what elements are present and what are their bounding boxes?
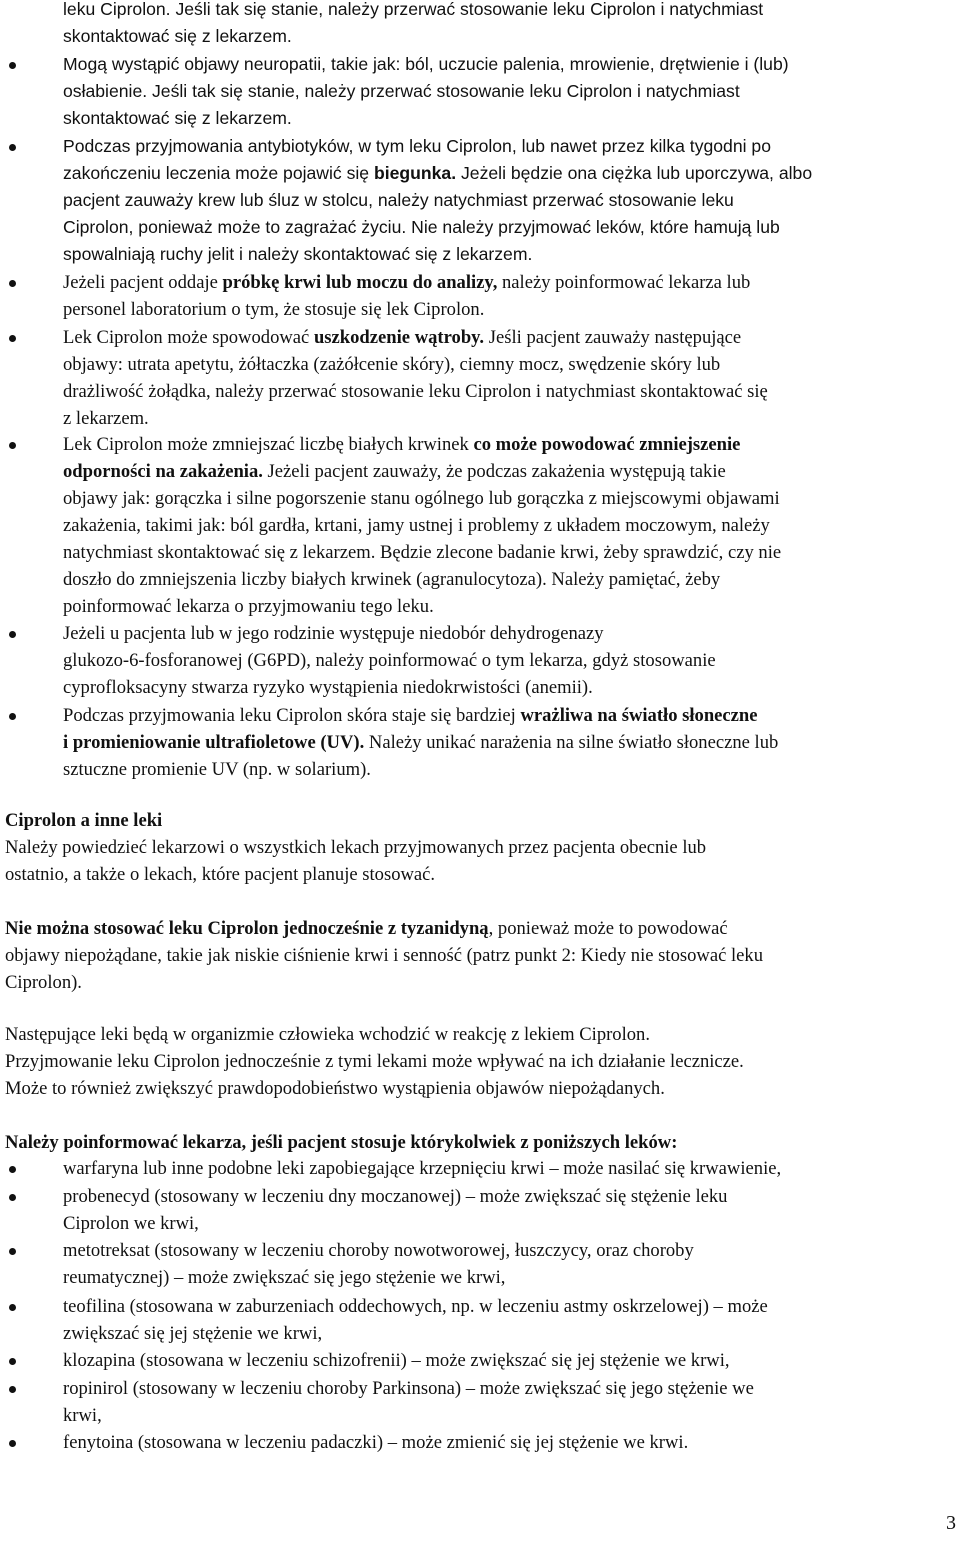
text-line — [63, 215, 780, 240]
text-span: probenecyd (stosowany w leczeniu dny moczanowej) – może zwiększać się stężenie leku — [63, 1186, 728, 1207]
text-span: , ponieważ może to powodować — [488, 918, 728, 939]
text-line — [63, 188, 734, 213]
text-line — [5, 1076, 665, 1101]
text-line — [63, 486, 780, 511]
text-span: doszło do zmniejszenia liczby białych krwinek (agranulocytoza). Należy pamiętać, żeby — [63, 569, 721, 590]
text-line — [5, 916, 728, 941]
text-span: zakażenia, takimi jak: ból gardła, krtani, jamy ustnej i problemy z układem moczowym, należy — [63, 515, 770, 536]
text-span: Następujące leki będą w organizmie człowieka wchodzić w reakcję z lekiem Ciprolon. — [5, 1024, 651, 1045]
text-line — [63, 161, 812, 186]
text-span: klozapina (stosowana w leczeniu schizofrenii) – może zwiększać się jej stężenie we krwi, — [63, 1350, 730, 1371]
text-span: Podczas przyjmowania leku Ciprolon skóra staje się bardziej — [63, 705, 521, 726]
bullet-dot — [9, 1166, 16, 1173]
text-line — [63, 648, 716, 673]
text-span: pacjent zauważy krew lub śluz w stolcu, należy natychmiast przerwać stosowanie leku — [63, 190, 734, 210]
text-line — [63, 406, 149, 431]
text-span: osłabienie. Jeśli tak się stanie, należy przerwać stosowanie leku Ciprolon i natychmiast — [63, 81, 740, 101]
text-span: zwiększać się jej stężenie we krwi, — [63, 1323, 323, 1344]
bold-text: biegunka. — [373, 163, 457, 183]
text-line — [63, 79, 740, 104]
text-line — [63, 594, 434, 619]
text-line — [63, 24, 292, 49]
text-span: Jeżeli pacjent oddaje — [63, 272, 223, 293]
text-span: cyprofloksacyny stwarza ryzyko wystąpienia niedokrwistości (anemii). — [63, 677, 593, 698]
text-line — [63, 134, 771, 159]
text-span: Lek Ciprolon może spowodować — [63, 327, 314, 348]
text-span: Należy unikać narażenia na silne światło słoneczne lub — [364, 732, 779, 753]
text-span: ostatnio, a także o lekach, które pacjent planuje stosować. — [5, 864, 436, 885]
text-span: Należy powiedzieć lekarzowi o wszystkich lekach przyjmowanych przez pacjenta obecnie lub — [5, 837, 707, 858]
text-line — [63, 242, 532, 267]
text-line — [63, 513, 770, 538]
text-span: Lek Ciprolon może zmniejszać liczbę białych krwinek — [63, 434, 474, 455]
text-span: drażliwość żołądka, należy przerwać stosowanie leku Ciprolon i natychmiast skontaktować się — [63, 381, 768, 402]
bold-text: wrażliwa na światło słoneczne — [520, 705, 758, 726]
text-line — [5, 835, 706, 860]
text-line — [63, 540, 781, 565]
text-span: spowalniają ruchy jelit i należy skontaktować się z lekarzem. — [63, 244, 533, 264]
text-span: Podczas przyjmowania antybiotyków, w tym leku Ciprolon, lub nawet przez kilka tygodni po — [63, 136, 771, 156]
text-span: skontaktować się z lekarzem. — [63, 108, 292, 128]
text-line — [63, 0, 763, 22]
text-span: objawy jak: gorączka i silne pogorszenie stanu ogólnego lub gorączka z miejscowymi objawami — [63, 488, 780, 509]
text-span: ropinirol (stosowany w leczeniu choroby Parkinsona) – może zwiększać się jego stężenie we — [63, 1378, 754, 1399]
text-span: leku Ciprolon. Jeśli tak się stanie, należy przerwać stosowanie leku Ciprolon i natychmiast — [63, 0, 764, 19]
text-line — [63, 270, 750, 295]
text-line — [63, 1294, 768, 1319]
text-span: objawy niepożądane, takie jak niskie ciśnienie krwi i senność (patrz punkt 2: Kiedy nie stosować leku — [5, 945, 763, 966]
text-span: personel laboratorium o tym, że stosuje się lek Ciprolon. — [63, 299, 485, 320]
bullet-dot — [9, 1358, 16, 1365]
bold-text: próbkę krwi lub moczu do analizy, — [222, 272, 498, 293]
text-line — [63, 379, 768, 404]
text-span: zakończeniu leczenia może pojawić się — [63, 163, 374, 183]
bold-text: i promieniowanie ultrafioletowe (UV). — [63, 732, 365, 753]
text-line — [5, 1022, 650, 1047]
text-span: Ciprolon, ponieważ może to zagrażać życiu. Nie należy przyjmować leków, które hamują lub — [63, 217, 780, 237]
text-span: Jeżeli u pacjenta lub w jego rodzinie występuje niedobór dehydrogenazy — [63, 623, 604, 644]
text-line — [63, 459, 726, 484]
bullet-dot — [9, 1440, 16, 1447]
text-line — [63, 757, 371, 782]
text-span: poinformować lekarza o przyjmowaniu tego leku. — [63, 596, 434, 617]
text-line — [63, 325, 741, 350]
text-span: glukozo-6-fosforanowej (G6PD), należy poinformować o tym lekarza, gdyż stosowanie — [63, 650, 716, 671]
text-line — [63, 52, 789, 77]
text-line — [63, 1156, 781, 1181]
text-line — [5, 862, 435, 887]
text-line — [63, 106, 292, 131]
text-line — [63, 1430, 688, 1455]
text-span: sztuczne promienie UV (np. w solarium). — [63, 759, 371, 780]
text-span: Może to również zwiększyć prawdopodobieństwo wystąpienia objawów niepożądanych. — [5, 1078, 665, 1099]
text-span: krwi, — [63, 1405, 102, 1426]
bullet-dot — [9, 1304, 16, 1311]
text-span: należy poinformować lekarza lub — [497, 272, 751, 293]
bold-text: Nie można stosować leku Ciprolon jednocześnie z tyzanidyną — [5, 918, 489, 939]
text-line — [63, 621, 604, 646]
text-span: Przyjmowanie leku Ciprolon jednocześnie z tymi lekami może wpływać na ich działanie lecznicze. — [5, 1051, 744, 1072]
text-line — [63, 1348, 730, 1373]
text-span: fenytoina (stosowana w leczeniu padaczki) – może zmienić się jej stężenie we krwi. — [63, 1432, 689, 1453]
text-span: Mogą wystąpić objawy neuropatii, takie jak: ból, uczucie palenia, mrowienie, drętwienie i (lub) — [63, 54, 789, 74]
text-line — [5, 1130, 677, 1155]
text-line — [63, 1238, 694, 1263]
bullet-dot — [9, 713, 16, 720]
text-line — [63, 1403, 102, 1428]
text-line — [5, 970, 82, 995]
text-span: warfaryna lub inne podobne leki zapobiegające krzepnięciu krwi – może nasilać się krwawienie, — [63, 1158, 782, 1179]
bullet-dot — [9, 631, 16, 638]
bullet-dot — [9, 1386, 16, 1393]
text-span: Ciprolon we krwi, — [63, 1213, 199, 1234]
text-line — [63, 1321, 322, 1346]
text-line — [63, 1184, 727, 1209]
bold-text: Ciprolon a inne leki — [5, 810, 163, 831]
bold-text: Należy poinformować lekarza, jeśli pacjent stosuje którykolwiek z poniższych leków: — [5, 1132, 678, 1153]
text-line — [63, 703, 758, 728]
bullet-dot — [9, 144, 16, 151]
bold-text: co może powodować zmniejszenie — [473, 434, 741, 455]
page-number: 3 — [946, 1512, 956, 1534]
text-span: natychmiast skontaktować się z lekarzem. Będzie zlecone badanie krwi, żeby sprawdzić, czy nie — [63, 542, 782, 563]
text-span: z lekarzem. — [63, 408, 149, 429]
text-line — [63, 432, 740, 457]
text-span: Ciprolon). — [5, 972, 82, 993]
text-line — [63, 675, 593, 700]
text-span: Jeżeli pacjent zauważy, że podczas zakażenia występują takie — [262, 461, 726, 482]
text-span: metotreksat (stosowany w leczeniu choroby nowotworowej, łuszczycy, oraz choroby — [63, 1240, 694, 1261]
bullet-dot — [9, 280, 16, 287]
text-span: Jeśli pacjent zauważy następujące — [484, 327, 742, 348]
text-span: objawy: utrata apetytu, żółtaczka (zażółcenie skóry), ciemny mocz, swędzenie skóry lub — [63, 354, 721, 375]
bullet-dot — [9, 1248, 16, 1255]
bullet-dot — [9, 1194, 16, 1201]
text-line — [5, 808, 162, 833]
bullet-dot — [9, 442, 16, 449]
text-line — [5, 943, 763, 968]
text-span: reumatycznej) – może zwiększać się jego stężenie we krwi, — [63, 1267, 506, 1288]
text-line — [63, 730, 778, 755]
text-span: skontaktować się z lekarzem. — [63, 26, 292, 46]
text-line — [63, 297, 484, 322]
text-span: Jeżeli będzie ona ciężka lub uporczywa, albo — [456, 163, 813, 183]
text-line — [63, 567, 720, 592]
bold-text: uszkodzenie wątroby. — [313, 327, 485, 348]
bullet-dot — [9, 62, 16, 69]
text-line — [63, 1211, 199, 1236]
bold-text: odporności na zakażenia. — [63, 461, 263, 482]
text-span: teofilina (stosowana w zaburzeniach oddechowych, np. w leczeniu astmy oskrzelowej) – może — [63, 1296, 768, 1317]
text-line — [63, 1376, 754, 1401]
text-line — [5, 1049, 744, 1074]
text-line — [63, 352, 720, 377]
text-line — [63, 1265, 505, 1290]
bullet-dot — [9, 335, 16, 342]
